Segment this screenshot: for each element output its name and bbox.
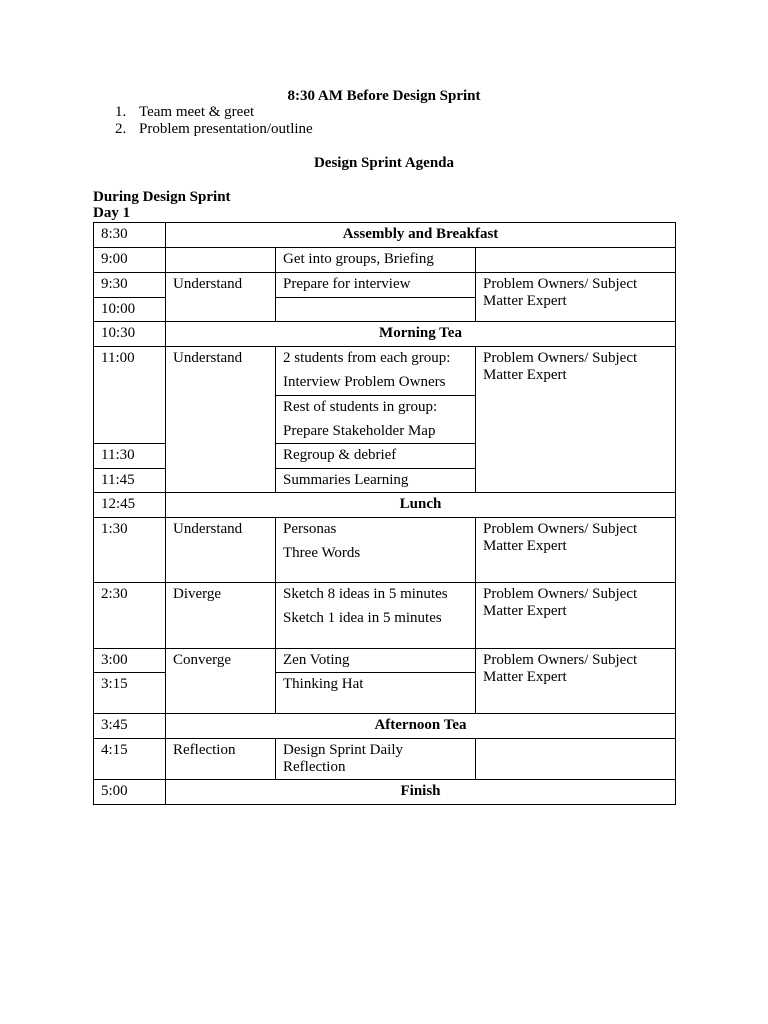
activity-cell: Design Sprint Daily Reflection xyxy=(276,739,476,780)
activity-line: Rest of students in group: xyxy=(283,399,438,415)
table-row xyxy=(94,518,676,583)
activity-line: Sketch 8 ideas in 5 minutes xyxy=(283,586,448,602)
activity-cell: Prepare for interview xyxy=(276,273,476,298)
table-row xyxy=(94,223,676,248)
time-cell: 11:45 xyxy=(94,469,166,493)
phase-cell: Understand xyxy=(166,273,276,322)
table-row xyxy=(94,649,676,673)
before-sprint-heading: 8:30 AM Before Design Sprint xyxy=(287,88,481,104)
activity-line: Prepare Stakeholder Map xyxy=(283,423,436,439)
before-sprint-list xyxy=(115,104,313,138)
activity-line: Three Words xyxy=(283,545,361,561)
time-cell: 5:00 xyxy=(94,780,166,805)
table-row xyxy=(94,739,676,780)
table-row xyxy=(94,322,676,347)
expert-cell: Problem Owners/ Subject Matter Expert xyxy=(476,347,676,493)
break-cell: Finish xyxy=(166,780,676,805)
table-row xyxy=(94,273,676,298)
time-cell: 4:15 xyxy=(94,739,166,780)
expert-cell: Problem Owners/ Subject Matter Expert xyxy=(476,649,676,714)
table-row xyxy=(94,780,676,805)
activity-line: 2 students from each group: xyxy=(283,350,451,366)
activity-cell: Summaries Learning xyxy=(276,469,476,493)
time-cell: 11:30 xyxy=(94,444,166,469)
break-cell: Morning Tea xyxy=(166,322,676,347)
time-cell: 3:15 xyxy=(94,673,166,714)
break-cell: Assembly and Breakfast xyxy=(166,223,676,248)
activity-line: Personas xyxy=(283,521,337,537)
phase-cell: Understand xyxy=(166,347,276,493)
time-cell: 3:45 xyxy=(94,714,166,739)
table-row xyxy=(94,714,676,739)
expert-cell xyxy=(476,248,676,273)
activity-cell: Zen Voting xyxy=(276,649,476,673)
phase-cell xyxy=(166,248,276,273)
list-item xyxy=(115,104,313,121)
time-cell: 10:30 xyxy=(94,322,166,347)
time-cell: 9:00 xyxy=(94,248,166,273)
time-cell: 2:30 xyxy=(94,583,166,649)
day-label: Day 1 xyxy=(93,205,131,221)
activity-cell: Regroup & debrief xyxy=(276,444,476,469)
phase-cell: Diverge xyxy=(166,583,276,649)
list-item xyxy=(115,121,313,138)
time-cell: 3:00 xyxy=(94,649,166,673)
phase-cell: Understand xyxy=(166,518,276,583)
activity-cell xyxy=(276,347,476,396)
expert-cell xyxy=(476,739,676,780)
list-number: 1. xyxy=(115,104,127,120)
table-row xyxy=(94,347,676,396)
phase-cell: Converge xyxy=(166,649,276,714)
time-cell: 10:00 xyxy=(94,298,166,322)
during-sprint-heading: During Design Sprint xyxy=(93,189,231,205)
list-text: Team meet & greet xyxy=(139,104,255,120)
phase-cell: Reflection xyxy=(166,739,276,780)
activity-cell xyxy=(276,298,476,322)
expert-cell: Problem Owners/ Subject Matter Expert xyxy=(476,518,676,583)
expert-cell: Problem Owners/ Subject Matter Expert xyxy=(476,273,676,322)
table-row xyxy=(94,583,676,649)
time-cell: 1:30 xyxy=(94,518,166,583)
activity-cell: Thinking Hat xyxy=(276,673,476,714)
list-text: Problem presentation/outline xyxy=(139,121,313,137)
activity-line: Interview Problem Owners xyxy=(283,374,446,390)
break-cell: Afternoon Tea xyxy=(166,714,676,739)
time-cell: 11:00 xyxy=(94,347,166,444)
list-number: 2. xyxy=(115,121,127,137)
agenda-heading: Design Sprint Agenda xyxy=(313,155,455,171)
activity-cell xyxy=(276,396,476,444)
activity-cell: Get into groups, Briefing xyxy=(276,248,476,273)
activity-line: Sketch 1 idea in 5 minutes xyxy=(283,610,442,626)
expert-cell: Problem Owners/ Subject Matter Expert xyxy=(476,583,676,649)
activity-cell xyxy=(276,583,476,649)
time-cell: 12:45 xyxy=(94,493,166,518)
table-row xyxy=(94,493,676,518)
time-cell: 9:30 xyxy=(94,273,166,298)
activity-cell xyxy=(276,518,476,583)
break-cell: Lunch xyxy=(166,493,676,518)
agenda-table xyxy=(93,222,676,805)
table-row xyxy=(94,248,676,273)
time-cell: 8:30 xyxy=(94,223,166,248)
